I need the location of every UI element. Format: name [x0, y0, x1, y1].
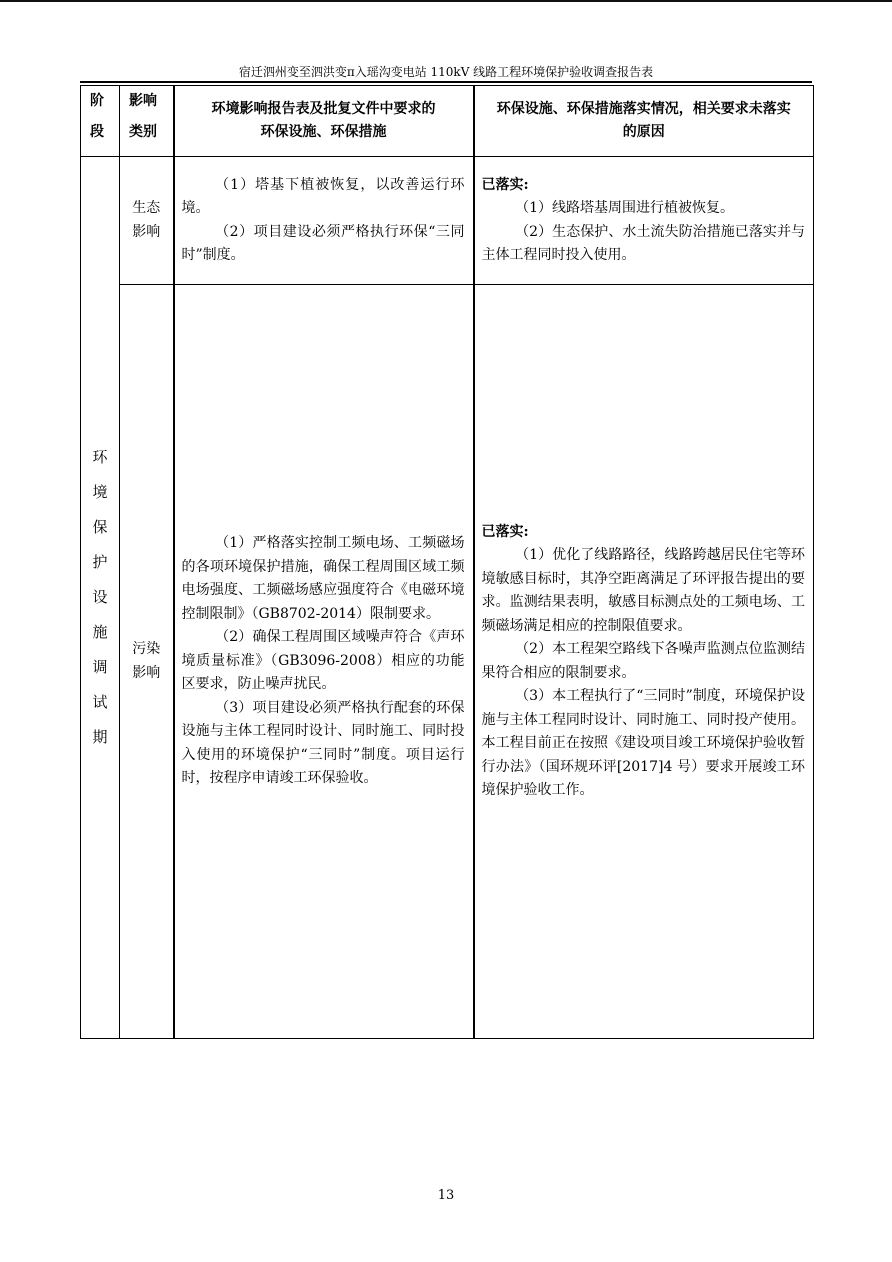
header-stage: 阶 段	[81, 86, 120, 157]
header-implementation-status: 环保设施、环保措施落实情况，相关要求未落实 的原因	[474, 86, 814, 157]
status-ecology: 已落实: （1）线路塔基周围进行植被恢复。 （2）生态保护、水土流失防治措施已落实并与主体工程同时投入使用。	[474, 157, 814, 285]
header-rule	[80, 81, 812, 83]
report-header-title: 宿迁泗州变至泗洪变π入瑶沟变电站 110kV 线路工程环境保护验收调查报告表	[238, 65, 654, 79]
page-number: 13	[437, 1188, 455, 1203]
required-measures-ecology: （1）塔基下植被恢复，以改善运行环境。 （2）项目建设必须严格执行环保“三同时”制度。	[174, 157, 474, 285]
table-header-row	[81, 86, 814, 157]
stage-cell: 环 境 保 护 设 施 调 试 期	[81, 157, 120, 1039]
table-row	[81, 157, 814, 285]
table-row	[81, 285, 814, 1039]
measures-table	[80, 85, 814, 1039]
impact-type-pollution: 污染 影响	[120, 285, 174, 1039]
impact-type-ecology: 生态 影响	[120, 157, 174, 285]
page-top-border	[0, 0, 892, 2]
header-required-measures: 环境影响报告表及批复文件中要求的 环保设施、环保措施	[174, 86, 474, 157]
status-pollution: 已落实: （1）优化了线路路径，线路跨越居民住宅等环境敏感目标时，其净空距离满足了环评报告提出的要求。监测结果表明，敏感目标测点处的工频电场、工频磁场满足相应的控制限值要求。 （2）本工程架空路线下各噪声监测点位监测结果符合相应的限制要求。 （3）本工程执行了“三同时”制度，环境保护设施与主体工程同时设计、同时施工、同时投产使用。本工程目前正在按照《建设项目竣工环境保护验收暂行办法》（国环规环评[2017]4 号）要求开展竣工环境保护验收工作。	[474, 285, 814, 1039]
required-measures-pollution: （1）严格落实控制工频电场、工频磁场的各项环境保护措施，确保工程周围区域工频电场强度、工频磁场感应强度符合《电磁环境控制限制》（GB8702-2014）限制要求。 （2）确保工程周围区域噪声符合《声环境质量标准》（GB3096-2008）相应的功能区要求，防止噪声扰民。 （3）项目建设必须严格执行配套的环保设施与主体工程同时设计、同时施工、同时投入使用的环境保护“三同时”制度。项目运行时，按程序申请竣工环保验收。	[174, 285, 474, 1039]
header-impact-type: 影响 类别	[120, 86, 174, 157]
